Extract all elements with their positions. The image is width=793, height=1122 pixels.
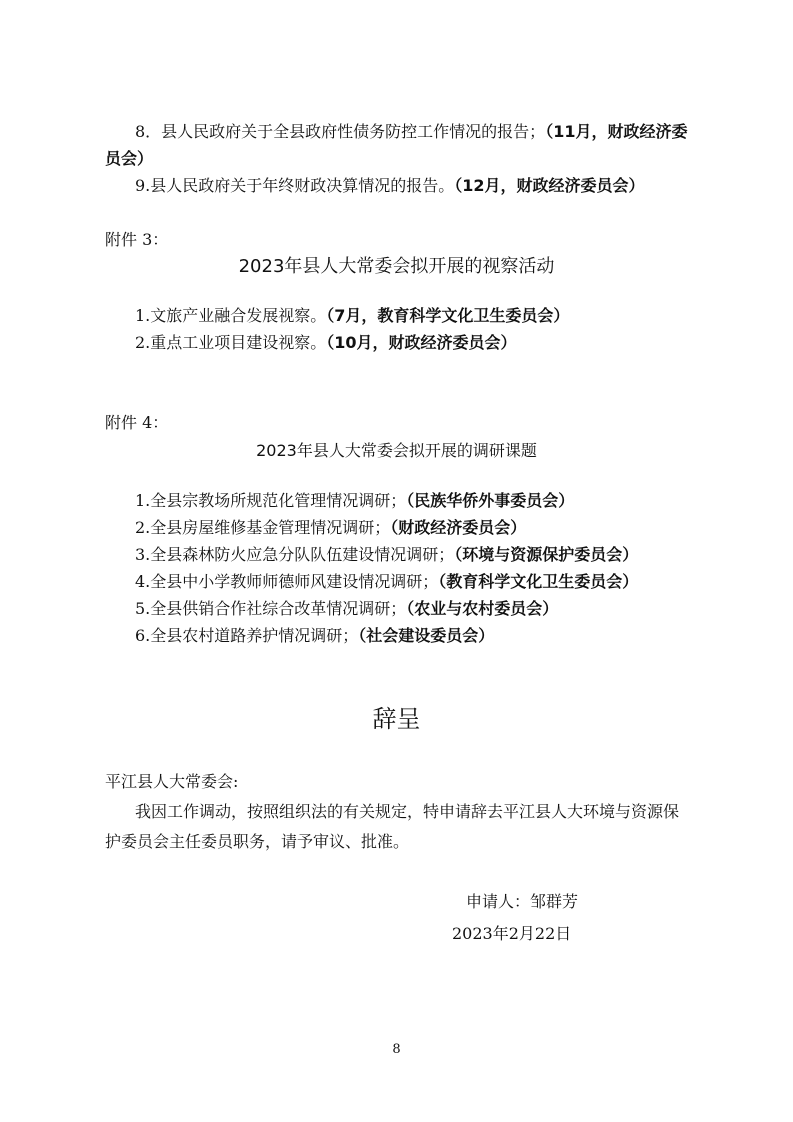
- attachment4-item-4-text: 4.全县中小学教师师德师风建设情况调研；: [135, 572, 439, 591]
- attachment4-item-2: [135, 516, 526, 540]
- attachment4-item-4-bold: （教育科学文化卫生委员会）: [438, 572, 639, 591]
- attachment4-item-2-bold: （财政经济委员会）: [390, 518, 527, 537]
- attachment4-item-5: [135, 597, 558, 621]
- report-item-8: [135, 120, 687, 144]
- attachment3-item-1-bold: （7月，教育科学文化卫生委员会）: [326, 306, 570, 325]
- attachment4-item-1-bold: （民族华侨外事委员会）: [406, 491, 575, 510]
- resignation-title: 辞呈: [372, 705, 421, 733]
- resignation-body-line-1: 我因工作调动，按照组织法的有关规定，特申请辞去平江县人大环境与资源保: [135, 802, 680, 821]
- report-item-9: [135, 174, 645, 198]
- attachment4-title: 2023年县人大常委会拟开展的调研课题: [256, 441, 537, 460]
- report-item-9-bold: （12月，财政经济委员会）: [454, 176, 645, 195]
- page-number: 8: [392, 1042, 401, 1057]
- attachment4-label: 附件 4：: [105, 413, 169, 432]
- attachment4-item-6: [135, 624, 494, 648]
- attachment4-item-5-text: 5.全县供销合作社综合改革情况调研；: [135, 599, 407, 618]
- attachment3-item-2-bold: （10月，财政经济委员会）: [326, 333, 517, 352]
- attachment3-item-2-text: 2.重点工业项目建设视察。: [135, 333, 327, 352]
- attachment4-item-1: [135, 489, 574, 513]
- attachment4-item-1-text: 1.全县宗教场所规范化管理情况调研；: [135, 491, 407, 510]
- attachment3-item-1-text: 1.文旅产业融合发展视察。: [135, 306, 327, 325]
- attachment3-item-2: [135, 331, 517, 355]
- attachment4-item-3: [135, 543, 638, 567]
- attachment4-item-6-bold: （社会建设委员会）: [358, 626, 495, 645]
- resignation-applicant: 申请人：邹群芳: [466, 892, 579, 911]
- report-item-8-bold: （11月，财政经济委: [545, 122, 688, 141]
- resignation-salutation: 平江县人大常委会:: [105, 772, 239, 791]
- report-item-8-cont: [105, 147, 153, 171]
- report-item-8-cont-bold: 员会）: [105, 149, 154, 168]
- attachment4-item-3-text: 3.全县森林防火应急分队队伍建设情况调研；: [135, 545, 455, 564]
- report-item-9-text: 9.县人民政府关于年终财政决算情况的报告。: [135, 176, 455, 195]
- attachment4-item-3-bold: （环境与资源保护委员会）: [454, 545, 639, 564]
- attachment4-item-6-text: 6.全县农村道路养护情况调研；: [135, 626, 359, 645]
- report-item-8-text: 8．县人民政府关于全县政府性债务防控工作情况的报告；: [135, 122, 546, 141]
- attachment3-label: 附件 3：: [105, 230, 169, 249]
- resignation-date: 2023年2月22日: [452, 924, 572, 943]
- attachment4-item-5-bold: （农业与农村委员会）: [406, 599, 559, 618]
- attachment3-item-1: [135, 304, 569, 328]
- attachment3-title: 2023年县人大常委会拟开展的视察活动: [238, 256, 555, 277]
- attachment4-item-2-text: 2.全县房屋维修基金管理情况调研；: [135, 518, 391, 537]
- attachment4-item-4: [135, 570, 638, 594]
- resignation-body-line-2: 护委员会主任委员职务，请予审议、批准。: [105, 832, 410, 851]
